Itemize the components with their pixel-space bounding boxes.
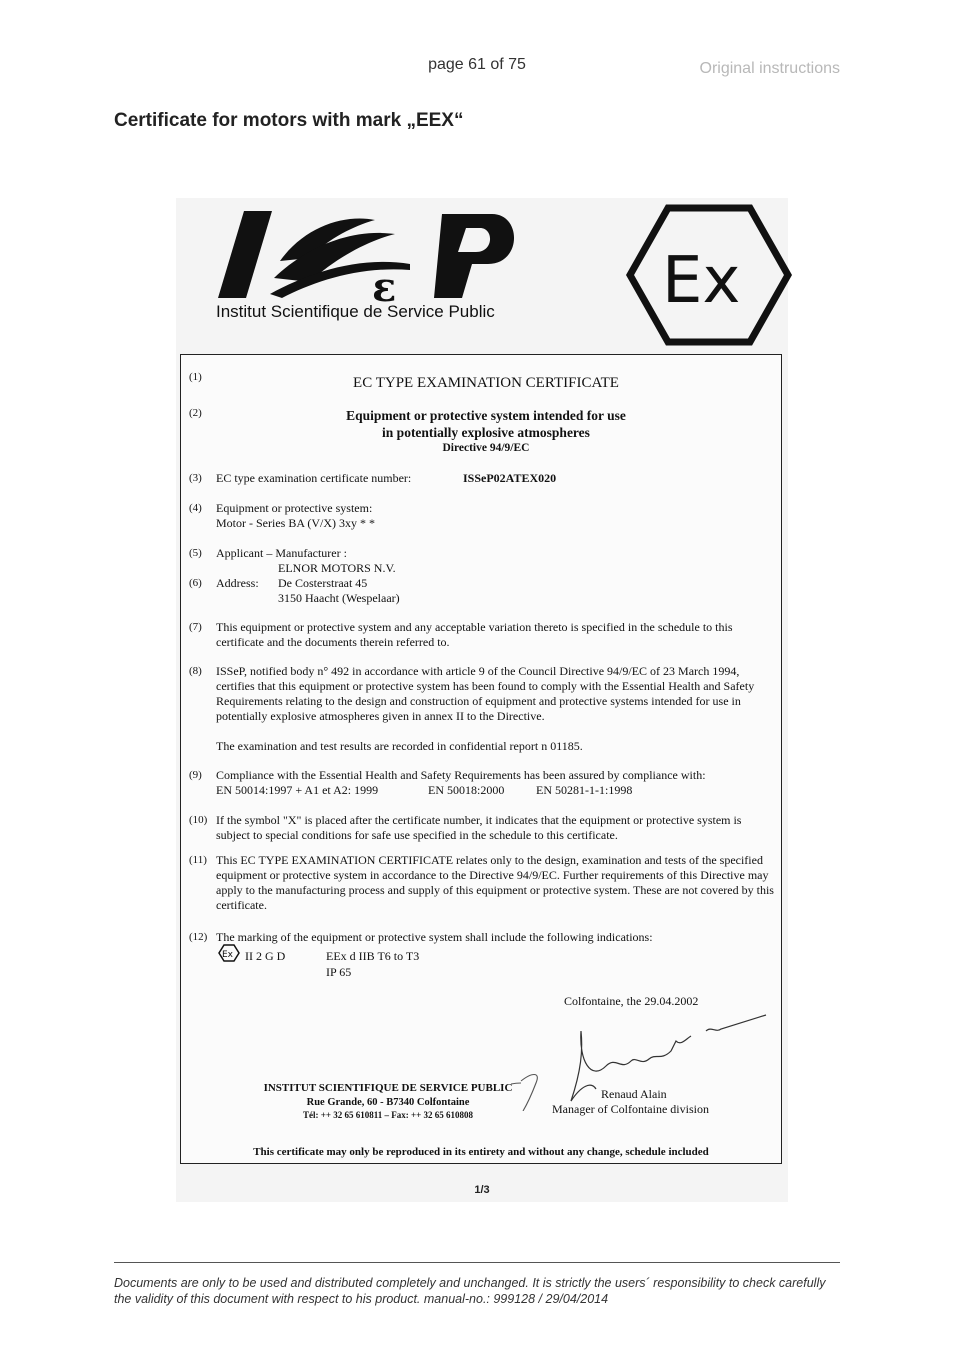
institute-address-name: INSTITUT SCIENTIFIQUE DE SERVICE PUBLIC — [263, 1082, 513, 1094]
section-number: (3) — [189, 472, 202, 484]
ex-small-icon — [218, 944, 240, 962]
directive: Directive 94/9/EC — [442, 442, 530, 454]
reproduction-note: This certificate may only be reproduced in its entirety and without any change, schedule included — [253, 1146, 709, 1158]
paragraph-8: ISSeP, notified body n° 492 in accordance with article 9 of the Council Directive 94/9/EC of 23 March 1994, certifies that this equipment or protective system has been found to comply with the Essential Health and Safety Requirements relating to the design and construction of equipment and protective systems intended for use in potentially explosive atmospheres given in annex II to the Directive. — [216, 664, 755, 723]
cert-number: ISSeP02ATEX020 — [463, 471, 557, 485]
issep-logo — [210, 206, 520, 306]
ex-mark-icon — [626, 204, 792, 346]
paragraph-11: This EC TYPE EXAMINATION CERTIFICATE relates only to the design, examination and tests of the specified equipment or protective system in accordance to the Directive 94/9/EC. Further requirements of this Directive may apply to the manufacturing process and supply of this equipment or protective system. These are not covered by this certificate. — [216, 853, 774, 912]
svg-text:Ex: Ex — [222, 950, 234, 960]
paragraph-10: If the symbol "X" is placed after the certificate number, it indicates that the equipment or protective system is subject to special conditions for safe use specified in the schedule to this certificate. — [216, 813, 742, 842]
institute-address-phone: Tél: ++ 32 65 610811 – Fax: ++ 32 65 610808 — [302, 1110, 473, 1120]
equipment-label: Equipment or protective system: — [216, 501, 373, 515]
section-number: (9) — [189, 769, 202, 781]
certificate-box — [180, 354, 782, 1164]
original-instructions-label: Original instructions — [699, 60, 840, 77]
certificate-scan — [176, 198, 788, 1202]
section-number: (6) — [189, 577, 202, 589]
standard-3: EN 50281-1-1:1998 — [536, 783, 633, 797]
section-number: (2) — [189, 407, 202, 419]
section-number: (7) — [189, 621, 202, 633]
page-title: Certificate for motors with mark „EEX“ — [114, 110, 464, 131]
institute-name: Institut Scientifique de Service Public — [216, 302, 495, 321]
paragraph-12: The marking of the equipment or protective system shall include the following indications: — [216, 930, 653, 944]
signer-title: Manager of Colfontaine division — [552, 1102, 709, 1116]
institute-address-street: Rue Grande, 60 - B7340 Colfontaine — [306, 1097, 470, 1108]
certificate-subtitle-2: in potentially explosive atmospheres — [382, 425, 590, 440]
certificate-subtitle-1: Equipment or protective system intended for use — [346, 408, 626, 423]
standard-1: EN 50014:1997 + A1 et A2: 1999 — [216, 783, 379, 797]
standard-2: EN 50018:2000 — [428, 783, 505, 797]
section-number: (5) — [189, 547, 202, 559]
svg-text:Ex: Ex — [662, 244, 741, 318]
page-number: page 61 of 75 — [428, 56, 526, 73]
section-number: (4) — [189, 502, 202, 514]
paragraph-7: This equipment or protective system and any acceptable variation thereto is specified in the schedule to this certificate and the documents therein referred to. — [216, 620, 733, 649]
paragraph-8b: The examination and test results are recorded in confidential report n 01185. — [216, 739, 583, 753]
marking-ip: IP 65 — [326, 965, 352, 979]
section-number: (1) — [189, 371, 202, 383]
marking-code: EEx d IIB T6 to T3 — [326, 949, 420, 963]
signer-name: Renaud Alain — [601, 1087, 667, 1101]
cert-number-label: EC type examination certificate number: — [216, 471, 412, 485]
section-number: (8) — [189, 665, 202, 677]
certificate-title: EC TYPE EXAMINATION CERTIFICATE — [353, 375, 619, 391]
footer-disclaimer: Documents are only to be used and distributed completely and unchanged. It is strictly the users´ responsibility to check carefully the validity of this document with respect to his product. manual-no.: 999128 / 29/04/2014 — [114, 1276, 826, 1306]
address-line-2: 3150 Haacht (Wespelaar) — [278, 591, 400, 605]
svg-text:ε: ε — [372, 264, 397, 306]
place-date: Colfontaine, the 29.04.2002 — [564, 994, 699, 1008]
section-number: (11) — [189, 854, 207, 866]
applicant-label: Applicant – Manufacturer : — [216, 546, 347, 560]
equipment-value: Motor - Series BA (V/X) 3xy * * — [216, 516, 375, 530]
footer-divider — [114, 1262, 840, 1263]
section-number: (10) — [189, 814, 208, 826]
certificate-page-indicator: 1/3 — [474, 1184, 490, 1196]
applicant-value: ELNOR MOTORS N.V. — [278, 561, 396, 575]
paragraph-9: Compliance with the Essential Health and Safety Requirements has been assured by compliance with: — [216, 768, 706, 782]
marking-group: II 2 G D — [245, 949, 286, 963]
section-number: (12) — [189, 931, 208, 943]
address-line-1: De Costerstraat 45 — [278, 576, 368, 590]
address-label: Address: — [216, 576, 259, 590]
